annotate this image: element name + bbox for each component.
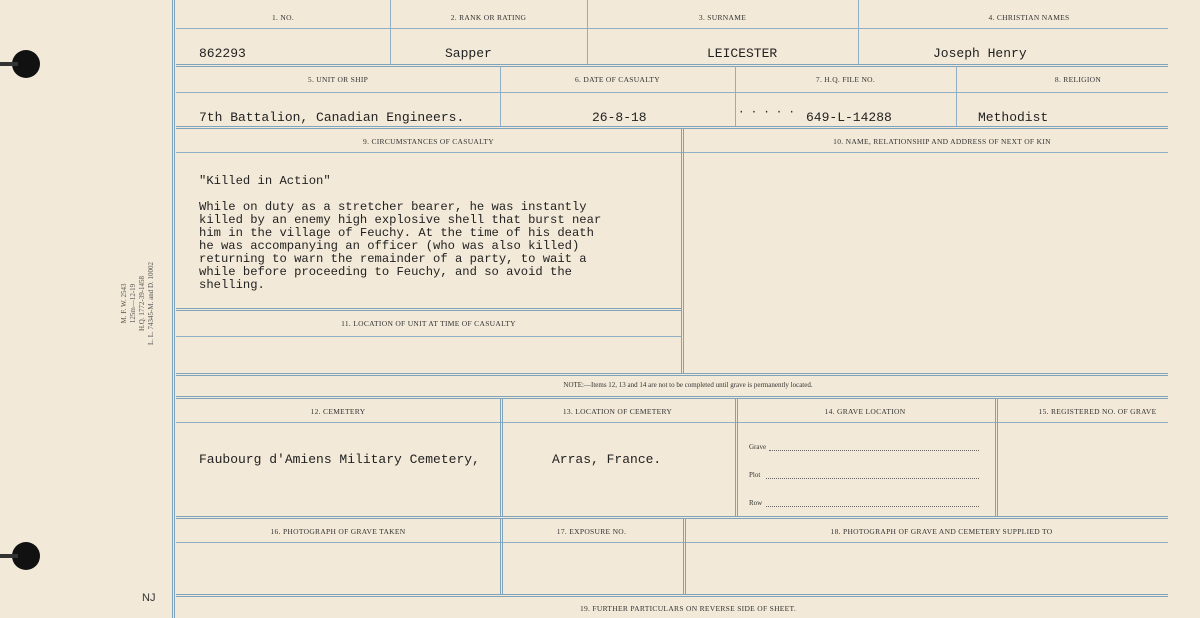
header-photo-taken: 16. PHOTOGRAPH OF GRAVE TAKEN xyxy=(270,527,406,536)
header-no: 1. NO. xyxy=(271,13,294,22)
surname: LEICESTER xyxy=(707,46,778,61)
rule xyxy=(176,542,1168,543)
header-registered-no: 15. REGISTERED NO. OF GRAVE xyxy=(1038,407,1157,416)
circumstances-title: "Killed in Action" xyxy=(199,174,331,188)
cemetery: Faubourg d'Amiens Military Cemetery, xyxy=(199,452,480,467)
header-photo-supplied: 18. PHOTOGRAPH OF GRAVE AND CEMETERY SUPPLIED TO xyxy=(830,527,1053,536)
note: NOTE:—Items 12, 13 and 14 are not to be completed until grave is permanently located. xyxy=(563,381,813,389)
row-label: Row xyxy=(749,499,763,507)
religion: Methodist xyxy=(978,110,1049,125)
header-cemetery: 12. CEMETERY xyxy=(310,407,366,416)
hq-dots: ····· xyxy=(738,107,802,119)
christian-names: Joseph Henry xyxy=(933,46,1027,61)
rule xyxy=(176,308,681,311)
rule xyxy=(176,28,1168,29)
header-hq-file: 7. H.Q. FILE NO. xyxy=(815,75,876,84)
binder-tab-top xyxy=(0,62,18,66)
margin-print-line: 125m—12-19 xyxy=(129,283,137,324)
rule xyxy=(176,516,1168,519)
rule xyxy=(587,0,588,64)
plot-line xyxy=(766,478,979,479)
rule xyxy=(176,594,1168,597)
rule xyxy=(176,152,1168,153)
margin-print-line: M. F. W. 2543 xyxy=(120,283,128,324)
unit: 7th Battalion, Canadian Engineers. xyxy=(199,110,465,125)
left-border xyxy=(172,0,175,618)
header-cemetery-location: 13. LOCATION OF CEMETERY xyxy=(562,407,673,416)
row-line xyxy=(766,506,979,507)
header-christian-names: 4. CHRISTIAN NAMES xyxy=(988,13,1070,22)
footer-note: 19. FURTHER PARTICULARS ON REVERSE SIDE OF SHEET. xyxy=(579,604,797,613)
rule xyxy=(176,396,1168,399)
grave-label: Grave xyxy=(749,443,767,451)
rule xyxy=(176,126,1168,129)
rule xyxy=(176,64,1168,67)
rule xyxy=(681,128,684,374)
header-next-of-kin: 10. NAME, RELATIONSHIP AND ADDRESS OF NEXT OF KIN xyxy=(833,137,1051,146)
service-number: 862293 xyxy=(199,46,246,61)
cemetery-location: Arras, France. xyxy=(552,452,662,467)
margin-print-line: L. L. 74345-M. and D. 10002 xyxy=(147,261,155,345)
hq-file-number: 649-L-14288 xyxy=(806,110,892,125)
binder-tab-bottom xyxy=(0,554,18,558)
header-circumstances: 9. CIRCUMSTANCES OF CASUALTY xyxy=(363,137,494,146)
header-exposure: 17. EXPOSURE NO. xyxy=(556,527,627,536)
rule xyxy=(176,373,1168,376)
rule xyxy=(390,0,391,64)
rule xyxy=(176,92,1168,93)
rule xyxy=(176,336,681,337)
rank: Sapper xyxy=(445,46,492,61)
circumstances-body: While on duty as a stretcher bearer, he was instantly killed by an enemy high explosive shell that burst near him in the village of Feuchy. At the time of his death he was accompanying an officer (who was also killed) returning to warn the remainder of a party, to wait a while before proceeding to Feuchy, and so avoid the shelling. xyxy=(199,200,602,292)
margin-print-line: H.Q. 1772-39-1458 xyxy=(138,275,146,331)
header-rank: 2. RANK OR RATING xyxy=(450,13,527,22)
plot-label: Plot xyxy=(749,471,761,479)
date-of-casualty: 26-8-18 xyxy=(592,110,647,125)
header-surname: 3. SURNAME xyxy=(698,13,747,22)
header-religion: 8. RELIGION xyxy=(1054,75,1102,84)
initials: NJ xyxy=(142,592,156,604)
header-date: 6. DATE OF CASUALTY xyxy=(574,75,660,84)
rule xyxy=(858,0,859,64)
grave-line xyxy=(769,450,979,451)
header-location-unit: 11. LOCATION OF UNIT AT TIME OF CASUALTY xyxy=(341,319,516,328)
header-unit: 5. UNIT OR SHIP xyxy=(307,75,369,84)
margin-print xyxy=(120,262,156,345)
rule xyxy=(176,422,1168,423)
header-grave-location: 14. GRAVE LOCATION xyxy=(824,407,906,416)
